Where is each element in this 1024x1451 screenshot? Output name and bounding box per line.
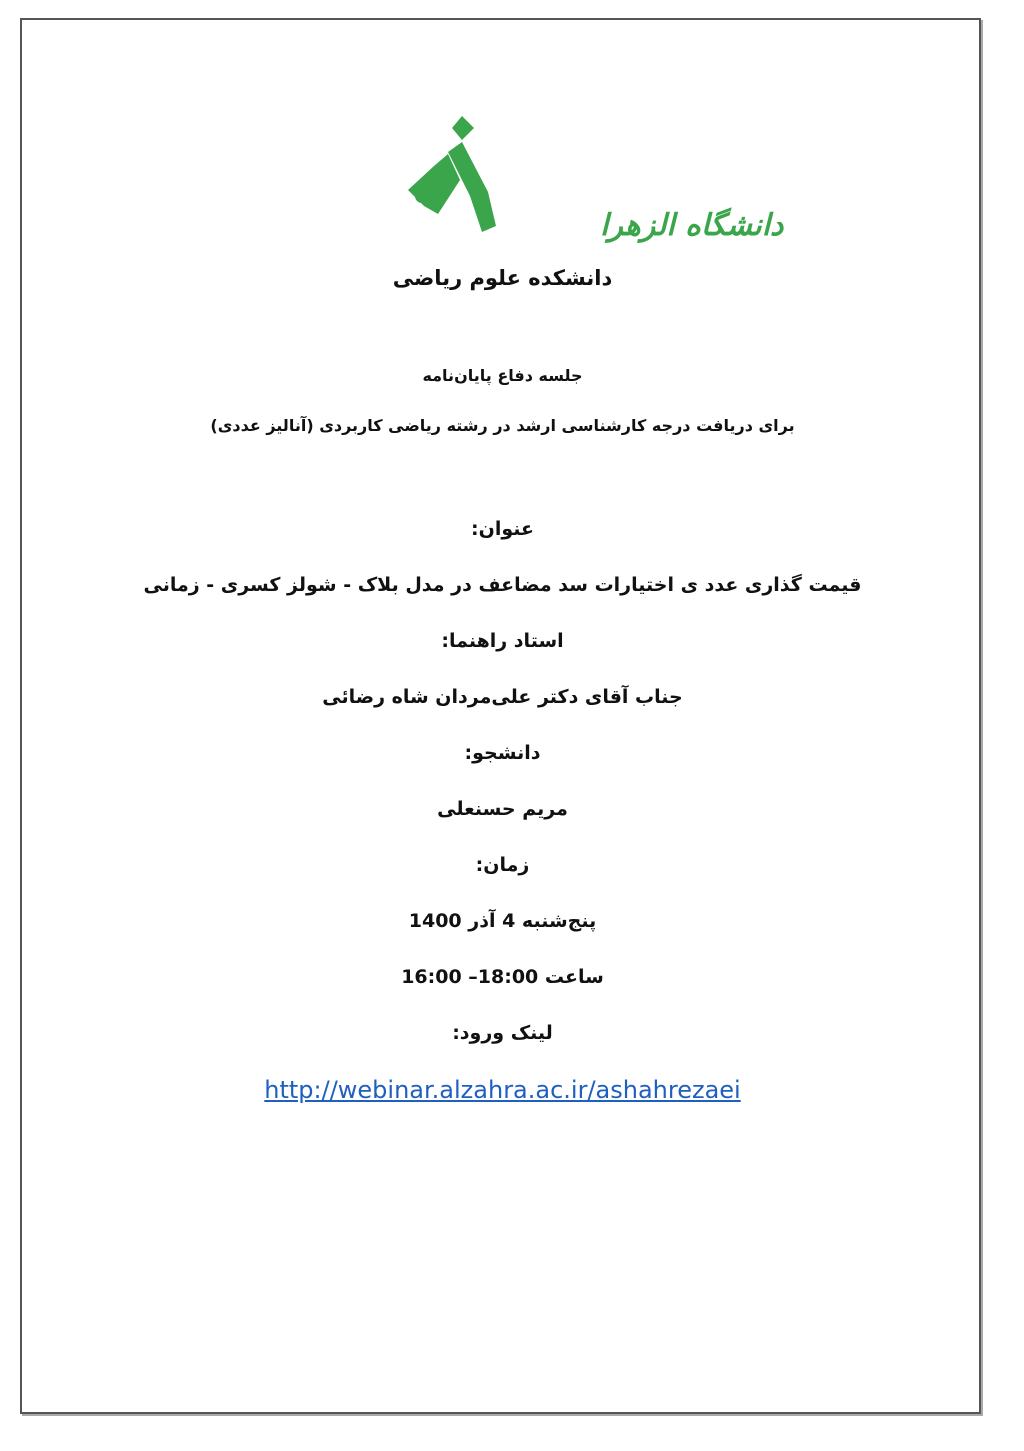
supervisor-name: جناب آقای دکتر علی‌مردان شاه رضائی	[322, 686, 683, 708]
webinar-link[interactable]: http://webinar.alzahra.ac.ir/ashahrezaei	[264, 1076, 741, 1104]
thesis-title: قیمت گذاری عدد ی اختیارات سد مضاعف در مدل بلاک - شولز کسری - زمانی	[143, 574, 862, 596]
supervisor-label: استاد راهنما:	[441, 630, 564, 652]
degree-line: برای دریافت درجه کارشناسی ارشد در رشته ریاضی کاربردی (آنالیز عددی)	[210, 416, 795, 435]
logo-stroke-left	[408, 154, 460, 214]
link-container	[0, 1076, 1005, 1104]
time-label: زمان:	[475, 854, 530, 876]
title-label: عنوان:	[471, 518, 534, 540]
logo-text: دانشگاه الزهرا	[600, 208, 784, 243]
student-name: مریم حسنعلی	[437, 798, 568, 820]
student-label: دانشجو:	[464, 742, 541, 764]
university-logo	[400, 110, 784, 245]
faculty-name: دانشکده علوم ریاضی	[392, 266, 613, 290]
session-heading: جلسه دفاع پایان‌نامه	[422, 366, 583, 385]
logo-diamond	[452, 116, 474, 140]
defense-hour: ساعت 18:00– 16:00	[401, 966, 604, 988]
defense-date: پنج‌شنبه 4 آذر 1400	[408, 910, 597, 932]
logo-dot	[415, 189, 429, 203]
link-label: لینک ورود:	[452, 1022, 553, 1044]
